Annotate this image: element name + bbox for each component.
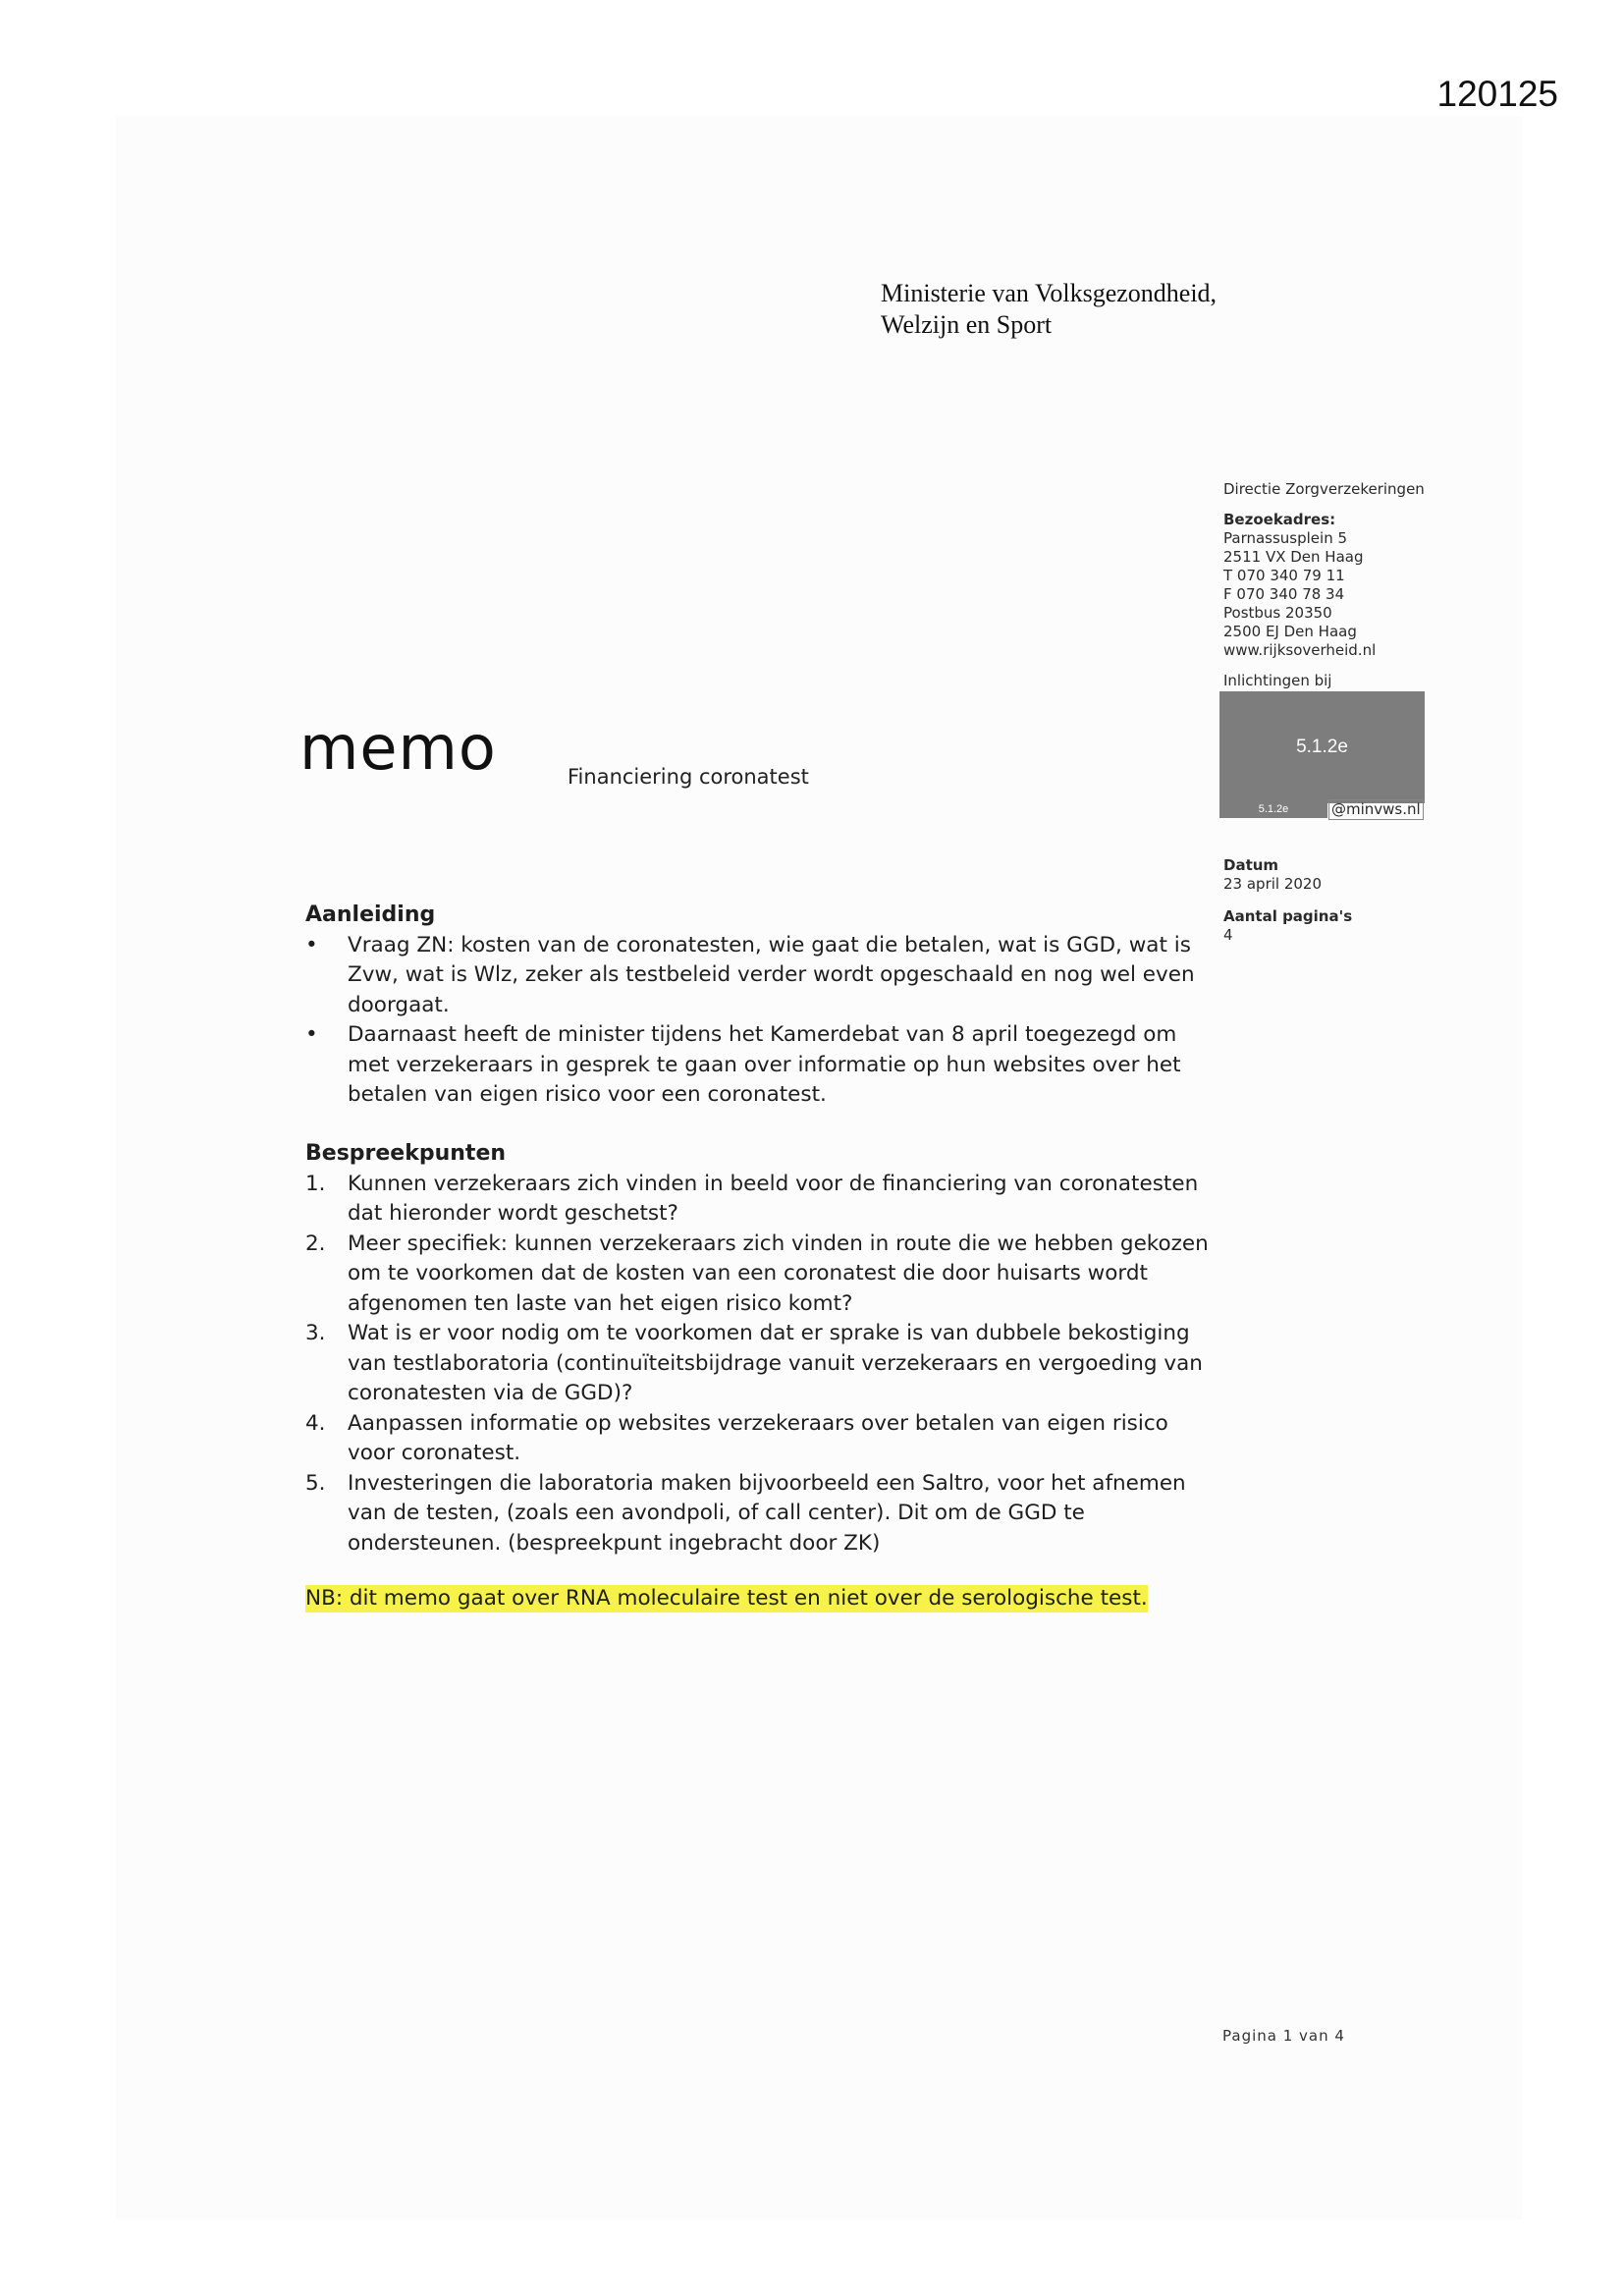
section-bespreekpunten [305, 1139, 1209, 1558]
sidebar-datum [1223, 856, 1479, 894]
pagina-value: 4 [1223, 926, 1233, 944]
datum-label: Datum [1223, 856, 1279, 874]
list-item: 4. Aanpassen informatie op websites verzekeraars over betalen van eigen risico voor coronatest. [305, 1410, 1168, 1465]
ministry-logo-text [881, 278, 1217, 341]
bullet-icon: • [305, 932, 318, 957]
bullet-icon: • [305, 1022, 318, 1047]
bezoekadres-label: Bezoekadres: [1223, 511, 1336, 528]
list-item: • Vraag ZN: kosten van de coronatesten, wie gaat die betalen, wat is GGD, wat is Zvw, wat is Wlz, zeker als testbeleid verder wordt opgeschaald en nog wel even doorgaat. [305, 932, 1195, 1017]
website-link: www.rijksoverheid.nl [1223, 641, 1377, 659]
address-line: 2511 VX Den Haag [1223, 548, 1364, 566]
list-item: • Daarnaast heeft de minister tijdens het Kamerdebat van 8 april toegezegd om met verzekeraars in gesprek te gaan over informatie op hun websites over het betalen van eigen risico voor een coronatest. [305, 1022, 1181, 1107]
ministry-line-2: Welzijn en Sport [881, 310, 1053, 339]
memo-subject: Financiering coronatest [568, 765, 809, 789]
sidebar-directie: Directie Zorgverzekeringen [1223, 480, 1425, 498]
list-item: 5. Investeringen die laboratoria maken bijvoorbeeld een Saltro, voor het afnemen van de testen, (zoals een avondpoli, of call center). Dit om de GGD te ondersteunen. (bespreekpunt ingebracht door ZK) [305, 1470, 1186, 1556]
aanleiding-list [305, 931, 1209, 1111]
phone-line: T 070 340 79 11 [1223, 567, 1345, 584]
list-item: 3. Wat is er voor nodig om te voorkomen dat er sprake is van dubbele bekostiging van testlaboratoria (continuïteitsbijdrage vanuit verzekeraars en vergoeding van coronatesten via de GGD)? [305, 1321, 1203, 1405]
bespreekpunten-list [305, 1170, 1209, 1559]
address-line: 2500 EJ Den Haag [1223, 623, 1357, 640]
inlichtingen-label: Inlichtingen bij [1223, 672, 1332, 689]
memo-title: memo [299, 712, 497, 784]
section-aanleiding [305, 901, 1209, 1111]
document-number: 120125 [1436, 74, 1558, 114]
nb-highlighted-note: NB: dit memo gaat over RNA moleculaire test en niet over de serologische test. [305, 1586, 1148, 1611]
bespreekpunten-heading: Bespreekpunten [305, 1141, 507, 1166]
fax-line: F 070 340 78 34 [1223, 585, 1345, 603]
redacted-email-box: 5.1.2e [1219, 799, 1327, 818]
list-item: 2. Meer specifiek: kunnen verzekeraars zich vinden in route die we hebben gekozen om te voorkomen dat de kosten van een coronatest die door huisarts wordt afgenomen ten laste van het eigen risico komt? [305, 1230, 1209, 1316]
aanleiding-heading: Aanleiding [305, 902, 436, 927]
sidebar-pagina [1223, 907, 1479, 945]
email-suffix: @minvws.nl [1328, 799, 1424, 820]
page-footer: Pagina 1 van 4 [1222, 2027, 1345, 2045]
pagina-label: Aantal pagina's [1223, 907, 1353, 925]
ministry-line-1: Ministerie van Volksgezondheid, [881, 279, 1218, 307]
list-item: 1. Kunnen verzekeraars zich vinden in beeld voor de financiering van coronatesten dat hieronder wordt geschetst? [305, 1171, 1199, 1226]
address-line: Parnassusplein 5 [1223, 529, 1348, 547]
datum-value: 23 april 2020 [1223, 875, 1323, 893]
sidebar-address-block [1223, 511, 1479, 660]
redacted-name-box: 5.1.2e [1219, 691, 1425, 803]
address-line: Postbus 20350 [1223, 604, 1332, 622]
